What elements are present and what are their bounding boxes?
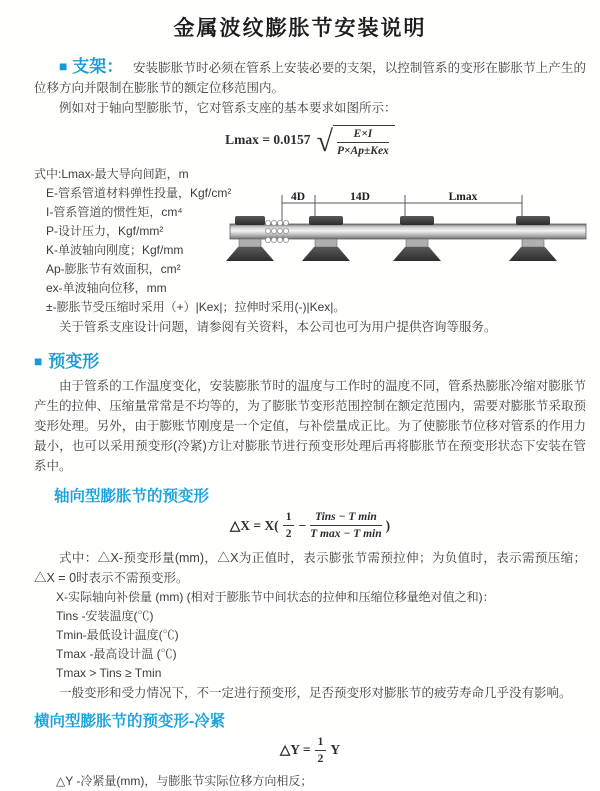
definition-item: ex-单波轴向位移，mm <box>46 280 167 295</box>
axial-explain-paragraph: 式中：△X-预变形量(mm)，△X为正值时，表示膨张节需预拉伸；为负值时，表示需预压缩；△X = 0时表示不需预变形。 <box>34 550 586 585</box>
definition-item: E-管系管道材料弹性投量，Kgf/cm² <box>46 185 232 200</box>
predeform-section-heading <box>34 347 586 372</box>
formula-dy-half-num: 1 <box>315 735 327 751</box>
radical-sign: √ <box>316 125 333 159</box>
lateral-y-definition: △Y -冷紧量(mm)，与膨胀节实际位移方向相反； <box>56 774 313 789</box>
definition-item: I-管系管道的惯性矩，cm⁴ <box>46 204 183 219</box>
axial-spec-line: Tmax -最高设计温 (℃) <box>56 646 177 661</box>
formula-lmax-denominator: P×Ap±Kex <box>336 145 389 158</box>
formula-lmax <box>34 122 586 159</box>
formula-delta-y <box>34 735 586 767</box>
formula-dx-half-num: 1 <box>283 510 295 526</box>
axial-spec-line: Tmin-最低设计温度(℃) <box>56 627 179 642</box>
formula-dy-lhs: △Y = <box>279 742 311 758</box>
predeform-heading-text: 预变形 <box>48 351 100 371</box>
formula-lmax-lhs: Lmax = 0.0157 <box>225 132 311 148</box>
formula-dx-temp-den: T max − T min <box>310 528 382 541</box>
support-spacing-diagram <box>230 191 586 287</box>
support-spacing-diagram-svg <box>230 191 586 287</box>
definition-item: Ap-膨胀节有效面积，cm² <box>46 261 181 276</box>
lateral-subheading: 横向型膨胀节的预变形-冷紧 <box>34 712 226 730</box>
predeform-paragraph: 由于管系的工作温度变化，安装膨胀节时的温度与工作时的温度不同，管系热膨胀冷缩对膨胀节产生的拉伸、压缩量常常是不均等的，为了膨胀节变形范围控制在额定范围内，需要对膨胀节采取预变形处理。另外，由于膨账节刚度是一个定值，与补偿量成正比。为了使膨胀节位移对管系的作用力最小，也可以采用预变形(冷紧)方让对膨胀节进行预变形处理后再将膨胀节在预变形状态下安装在管系中。 <box>34 378 586 473</box>
definitions-block <box>34 165 586 317</box>
formula-dx-lhs: △X = X( <box>229 517 279 533</box>
support-paragraph-2: 例如对于轴向型膨胀节，它对管系支座的基本要求如图所示： <box>59 101 397 115</box>
formula-dx-minus: − <box>298 517 307 533</box>
support-section-heading: 支架： <box>72 57 124 76</box>
axial-subheading: 轴向型膨胀节的预变形 <box>54 487 210 505</box>
formula-lmax-radicand <box>333 125 395 159</box>
document-content <box>12 56 588 791</box>
axial-x-definition: X-实际轴向补偿量 (mm) (相对于膨胀节中间状态的拉伸和压缩位移量绝对值之和)： <box>56 589 495 604</box>
axial-spec-line: Tmax > Tins ≥ Tmin <box>56 665 162 680</box>
page-title: 金属波纹膨胀节安装说明 <box>173 17 427 40</box>
section-square-icon: ■ <box>59 58 68 74</box>
formula-dx-temp-fraction <box>310 510 382 542</box>
formula-delta-x <box>34 510 586 542</box>
formula-lmax-fraction <box>337 127 389 159</box>
axial-spec-line: Tins -安装温度(℃) <box>56 608 154 623</box>
axial-closing-paragraph: 一般变形和受力情况下，不一定进行预变形，足否预变形对膨胀节的疲劳寿命几乎没有影响。 <box>59 685 572 700</box>
formula-dy-rhs: Y <box>330 742 341 758</box>
support-paragraph-1: 安装膨胀节时必须在管系上安装必要的支架，以控制管系的变形在膨胀节上产生的位移方向并限制在膨胀节的额定位移范围内。 <box>34 61 586 95</box>
dim-label-14d: 14D <box>350 190 370 203</box>
formula-lmax-numerator: E×I <box>337 127 389 143</box>
formula-dx-rhs: ) <box>385 517 391 533</box>
definition-item-plusminus: ±-膨胀节受压缩时采用（+）|Kex|；拉伸时采用(-)|Kex|。 <box>46 299 346 314</box>
dim-label-4d: 4D <box>290 190 306 203</box>
support-note: 关于管系支座设计问题，请参阅有关资料，本公司也可为用户提供咨询等服务。 <box>59 319 497 334</box>
formula-dy-half <box>315 735 327 767</box>
formula-dx-half <box>283 510 295 542</box>
dim-label-lmax: Lmax <box>448 190 478 203</box>
definition-intro: 式中:Lmax-最大导向间距，m <box>34 166 189 181</box>
section-square-icon: ■ <box>34 352 43 369</box>
formula-dx-temp-num: Tins − T min <box>310 510 382 526</box>
definition-item: K-单波轴向刚度；Kgf/mm <box>46 242 184 257</box>
definition-item: P-设计压力，Kgf/mm² <box>46 223 164 238</box>
formula-dx-half-den: 2 <box>285 528 292 541</box>
support-section-intro <box>34 56 586 98</box>
formula-dy-half-den: 2 <box>317 752 324 765</box>
